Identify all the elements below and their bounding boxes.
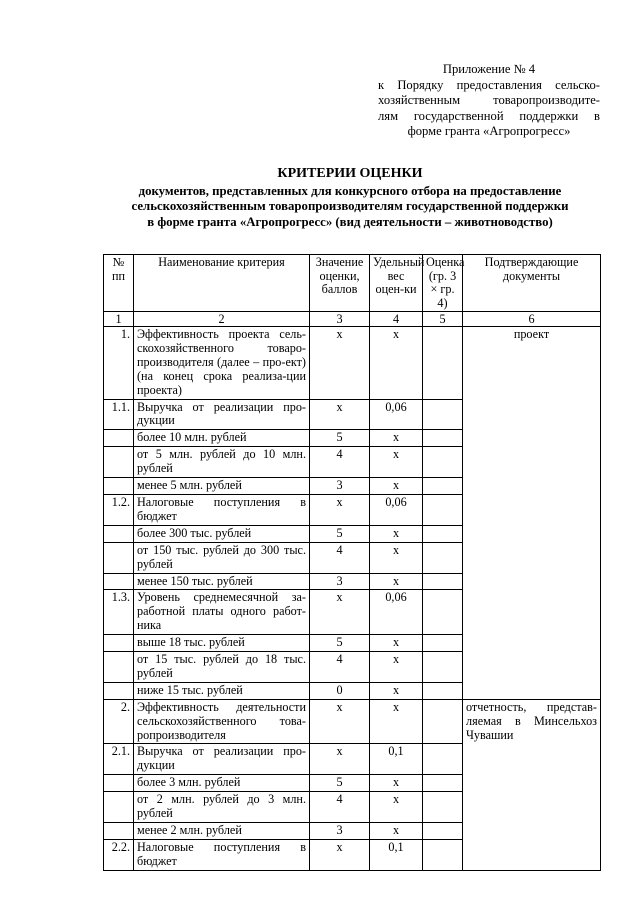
row-number — [104, 823, 134, 840]
criterion-score — [423, 775, 463, 792]
row-number: 1.3. — [104, 590, 134, 635]
criterion-score — [423, 792, 463, 823]
criterion-weight: х — [370, 792, 423, 823]
criterion-value: 3 — [310, 478, 370, 495]
row-number — [104, 542, 134, 573]
criterion-weight: 0,06 — [370, 399, 423, 430]
criterion-name: более 300 тыс. рублей — [134, 525, 310, 542]
criterion-value: 3 — [310, 823, 370, 840]
column-number: 5 — [423, 312, 463, 327]
criterion-score — [423, 682, 463, 699]
criterion-weight: х — [370, 430, 423, 447]
header-num: № пп — [104, 255, 134, 312]
criterion-name: Эффективность деятельности сельскохозяйственного това-ропроизводителя — [134, 699, 310, 744]
criterion-value: 0 — [310, 682, 370, 699]
row-number: 1.1. — [104, 399, 134, 430]
appendix-title: Приложение № 4 — [442, 62, 536, 76]
criterion-value: 4 — [310, 542, 370, 573]
criterion-name: выше 18 тыс. рублей — [134, 635, 310, 652]
criteria-table — [103, 254, 601, 871]
criterion-name: более 10 млн. рублей — [134, 430, 310, 447]
criterion-value: х — [310, 744, 370, 775]
criterion-weight: х — [370, 699, 423, 744]
header-score: Оценка (гр. 3 × гр. 4) — [423, 255, 463, 312]
criterion-weight: х — [370, 682, 423, 699]
row-number: 2.1. — [104, 744, 134, 775]
document-title: КРИТЕРИИ ОЦЕНКИ — [277, 166, 423, 181]
appendix-line: к Порядку предоставления сельско- — [378, 77, 600, 92]
criterion-score — [423, 327, 463, 400]
row-number — [104, 573, 134, 590]
criterion-weight: х — [370, 823, 423, 840]
criterion-name: более 3 млн. рублей — [134, 775, 310, 792]
criterion-name: менее 150 тыс. рублей — [134, 573, 310, 590]
appendix-note — [378, 62, 600, 140]
row-number — [104, 430, 134, 447]
row-number: 1.2. — [104, 494, 134, 525]
supporting-documents: проект — [463, 327, 601, 700]
criterion-value: 4 — [310, 792, 370, 823]
criterion-name: от 15 тыс. рублей до 18 тыс. рублей — [134, 652, 310, 683]
row-number — [104, 682, 134, 699]
document-subtitle-line: в форме гранта «Агропрогресс» (вид деятельности – животноводство) — [147, 214, 553, 229]
criterion-score — [423, 430, 463, 447]
column-number: 4 — [370, 312, 423, 327]
criterion-name: Налоговые поступления в бюджет — [134, 494, 310, 525]
column-number: 3 — [310, 312, 370, 327]
criterion-score — [423, 635, 463, 652]
criterion-score — [423, 573, 463, 590]
criterion-weight: 0,06 — [370, 590, 423, 635]
criterion-name: Эффективность проекта сель-скохозяйственного товаро-производителя (далее – про-ект) (на конец срока реализа-ции проекта) — [134, 327, 310, 400]
criterion-weight: х — [370, 447, 423, 478]
document-subtitle-line: сельскохозяйственным товаропроизводителям государственной поддержки — [131, 199, 569, 214]
criterion-score — [423, 823, 463, 840]
criterion-weight: х — [370, 327, 423, 400]
criterion-value: 5 — [310, 635, 370, 652]
criterion-weight: х — [370, 652, 423, 683]
criterion-value: х — [310, 494, 370, 525]
criterion-weight: 0,1 — [370, 839, 423, 870]
criterion-score — [423, 699, 463, 744]
criterion-score — [423, 744, 463, 775]
criterion-score — [423, 525, 463, 542]
criterion-name: Выручка от реализации про-дукции — [134, 399, 310, 430]
row-number — [104, 635, 134, 652]
criterion-value: 4 — [310, 447, 370, 478]
appendix-line: форме гранта «Агропрогресс» — [407, 124, 571, 139]
row-number — [104, 478, 134, 495]
criterion-name: Налоговые поступления в бюджет — [134, 839, 310, 870]
criterion-score — [423, 399, 463, 430]
document-heading — [90, 166, 610, 230]
criterion-name: от 150 тыс. рублей до 300 тыс. рублей — [134, 542, 310, 573]
document-subtitle-line: документов, представленных для конкурсного отбора на предоставление — [138, 183, 562, 198]
table-row — [104, 327, 601, 400]
criterion-name: менее 2 млн. рублей — [134, 823, 310, 840]
criterion-name: Выручка от реализации про-дукции — [134, 744, 310, 775]
criterion-name: от 5 млн. рублей до 10 млн. рублей — [134, 447, 310, 478]
column-number-row — [104, 312, 601, 327]
criterion-value: х — [310, 399, 370, 430]
criteria-body — [104, 327, 601, 871]
criterion-weight: х — [370, 542, 423, 573]
criterion-weight: х — [370, 635, 423, 652]
header-name: Наименование критерия — [134, 255, 310, 312]
criterion-score — [423, 447, 463, 478]
row-number — [104, 792, 134, 823]
row-number — [104, 447, 134, 478]
criterion-name: ниже 15 тыс. рублей — [134, 682, 310, 699]
criterion-score — [423, 478, 463, 495]
supporting-documents: отчетность, представ-ляемая в Минсельхоз Чувашии — [463, 699, 601, 870]
criterion-value: х — [310, 699, 370, 744]
header-docs: Подтверждающие документы — [463, 255, 601, 312]
header-weight: Удельный вес оцен-ки — [370, 255, 423, 312]
criterion-weight: 0,06 — [370, 494, 423, 525]
appendix-line: лям государственной поддержки в — [378, 108, 600, 123]
criterion-score — [423, 652, 463, 683]
appendix-line: хозяйственным товаропроизводите- — [378, 93, 600, 108]
table-header-row — [104, 255, 601, 312]
table-row — [104, 699, 601, 744]
row-number: 2.2. — [104, 839, 134, 870]
criterion-weight: х — [370, 478, 423, 495]
criterion-value: х — [310, 327, 370, 400]
row-number — [104, 775, 134, 792]
criterion-value: х — [310, 839, 370, 870]
criterion-value: 5 — [310, 430, 370, 447]
row-number: 1. — [104, 327, 134, 400]
criterion-score — [423, 590, 463, 635]
column-number: 1 — [104, 312, 134, 327]
criterion-value: 4 — [310, 652, 370, 683]
criterion-name: Уровень среднемесячной за-работной платы одного работ-ника — [134, 590, 310, 635]
row-number — [104, 525, 134, 542]
criterion-name: от 2 млн. рублей до 3 млн. рублей — [134, 792, 310, 823]
criterion-weight: х — [370, 525, 423, 542]
criterion-score — [423, 839, 463, 870]
criterion-value: х — [310, 590, 370, 635]
criterion-value: 5 — [310, 775, 370, 792]
row-number — [104, 652, 134, 683]
criterion-score — [423, 542, 463, 573]
column-number: 6 — [463, 312, 601, 327]
criterion-name: менее 5 млн. рублей — [134, 478, 310, 495]
criterion-weight: х — [370, 573, 423, 590]
criterion-value: 5 — [310, 525, 370, 542]
header-value: Значение оценки, баллов — [310, 255, 370, 312]
criterion-score — [423, 494, 463, 525]
criterion-weight: 0,1 — [370, 744, 423, 775]
row-number: 2. — [104, 699, 134, 744]
criterion-weight: х — [370, 775, 423, 792]
criterion-value: 3 — [310, 573, 370, 590]
column-number: 2 — [134, 312, 310, 327]
